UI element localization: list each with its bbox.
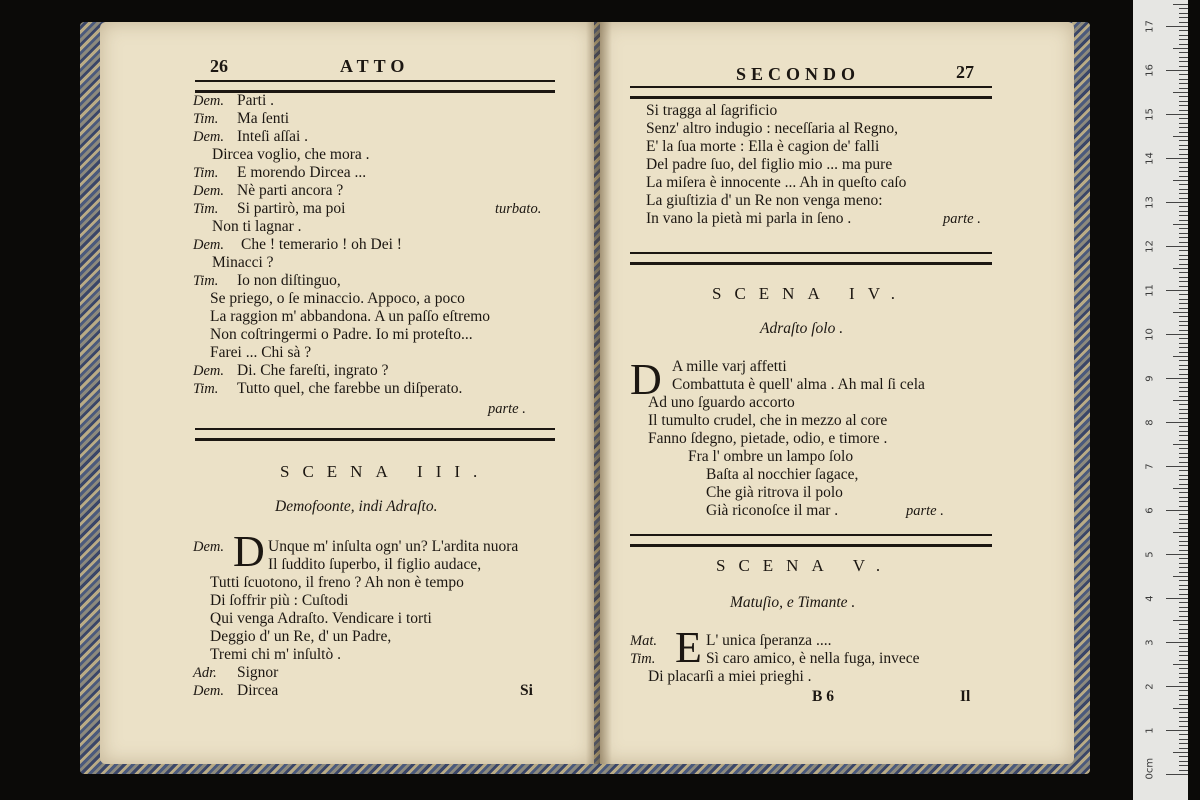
ruler-tick — [1179, 382, 1188, 383]
catchword: Si — [520, 682, 533, 699]
ruler-tick — [1179, 462, 1188, 463]
ruler-tick — [1179, 431, 1188, 432]
speaker: Adr. — [193, 665, 217, 681]
ruler-tick — [1179, 162, 1188, 163]
speaker: Dem. — [193, 183, 225, 199]
speaker: Tim. — [193, 111, 219, 127]
ruler-tick — [1179, 154, 1188, 155]
header-rule — [630, 86, 992, 99]
ruler-tick — [1179, 550, 1188, 551]
ruler-tick — [1179, 765, 1188, 766]
verse-line: Deggio d' un Re, d' un Padre, — [210, 628, 392, 645]
ruler-tick — [1179, 633, 1188, 634]
ruler-tick — [1179, 57, 1188, 58]
ruler-tick — [1179, 325, 1188, 326]
ruler-tick — [1179, 39, 1188, 40]
ruler-tick — [1179, 717, 1188, 718]
running-head: ATTO — [340, 56, 410, 76]
signature-mark: B 6 — [812, 688, 834, 705]
page-number: 27 — [956, 62, 974, 82]
ruler-label: 8 — [1144, 419, 1156, 426]
ruler-tick — [1179, 30, 1188, 31]
speaker: Tim. — [193, 381, 219, 397]
ruler-tick — [1179, 761, 1188, 762]
ruler-tick — [1179, 638, 1188, 639]
verse-line: Qui venga Adraſto. Vendicare i torti — [210, 610, 432, 627]
speaker: Dem. — [193, 363, 225, 379]
ruler-tick — [1166, 158, 1188, 159]
ruler-tick — [1179, 523, 1188, 524]
verse-line: Ma ſenti — [237, 110, 290, 127]
ruler-tick — [1179, 360, 1188, 361]
ruler-tick — [1166, 378, 1188, 379]
ruler-label: 5 — [1144, 551, 1156, 558]
speaker: Dem. — [193, 129, 225, 145]
ruler-tick — [1179, 726, 1188, 727]
ruler-label: 3 — [1144, 639, 1156, 646]
speaker: Dem. — [193, 93, 225, 109]
verse-line: Io non diſtinguo, — [237, 272, 341, 289]
ruler-tick — [1173, 224, 1188, 225]
verse-line: Che ! temerario ! oh Dei ! — [241, 236, 402, 253]
ruler-label: 17 — [1144, 20, 1156, 33]
left-page — [100, 22, 594, 764]
ruler-tick — [1179, 237, 1188, 238]
speaker: Tim. — [193, 201, 219, 217]
ruler-tick — [1179, 255, 1188, 256]
verse-line: Unque m' inſulta ogn' un? L'ardita nuora — [268, 538, 519, 555]
ruler-tick — [1179, 352, 1188, 353]
ruler-tick — [1173, 708, 1188, 709]
ruler-tick — [1179, 484, 1188, 485]
ruler-label: 9 — [1144, 375, 1156, 382]
ruler-tick — [1179, 506, 1188, 507]
ruler-tick — [1179, 607, 1188, 608]
ruler-label: 13 — [1144, 196, 1156, 209]
ruler-tick — [1179, 303, 1188, 304]
ruler-tick — [1179, 387, 1188, 388]
ruler-tick — [1173, 4, 1188, 5]
scene-persons: Demofoonte, indi Adraſto. — [275, 498, 438, 515]
ruler-tick — [1179, 479, 1188, 480]
ruler-tick — [1179, 96, 1188, 97]
ruler-tick — [1179, 110, 1188, 111]
ruler-label: 6 — [1144, 507, 1156, 514]
ruler-tick — [1179, 677, 1188, 678]
ruler-tick — [1179, 105, 1188, 106]
ruler-tick — [1179, 440, 1188, 441]
ruler-tick — [1179, 321, 1188, 322]
ruler-tick — [1173, 268, 1188, 269]
ruler-tick — [1173, 48, 1188, 49]
ruler-tick — [1173, 444, 1188, 445]
ruler-tick — [1166, 246, 1188, 247]
verse-line: Il tumulto crudel, che in mezzo al core — [648, 412, 888, 429]
ruler-tick — [1179, 365, 1188, 366]
ruler-tick — [1179, 704, 1188, 705]
ruler-tick — [1179, 629, 1188, 630]
ruler-label: 2 — [1144, 683, 1156, 690]
ruler-tick — [1166, 686, 1188, 687]
ruler-tick — [1179, 673, 1188, 674]
ruler-tick — [1179, 171, 1188, 172]
ruler-tick — [1179, 8, 1188, 9]
verse-line: La miſera è innocente ... Ah in queſto caſo — [646, 174, 907, 191]
ruler-tick — [1179, 22, 1188, 23]
verse-line: E' la ſua morte : Ella è cagion de' falli — [646, 138, 880, 155]
ruler-tick — [1179, 391, 1188, 392]
ruler-tick — [1179, 176, 1188, 177]
ruler-tick — [1179, 409, 1188, 410]
ruler-tick — [1179, 233, 1188, 234]
verse-line: La giuſtizia d' un Re non venga meno: — [646, 192, 883, 209]
ruler-tick — [1179, 756, 1188, 757]
ruler-tick — [1179, 541, 1188, 542]
ruler-tick — [1173, 664, 1188, 665]
ruler-tick — [1179, 690, 1188, 691]
ruler-tick — [1179, 52, 1188, 53]
ruler-tick — [1179, 545, 1188, 546]
scene-title: SCENA V. — [716, 556, 894, 575]
ruler-tick — [1166, 642, 1188, 643]
verse-line: Di ſoffrir più : Cuſtodi — [210, 592, 349, 609]
verse-line: Fra l' ombre un lampo ſolo — [688, 448, 854, 465]
ruler-tick — [1166, 510, 1188, 511]
verse-line: Parti . — [237, 92, 275, 109]
ruler-tick — [1179, 594, 1188, 595]
ruler-tick — [1179, 193, 1188, 194]
ruler-tick — [1179, 127, 1188, 128]
verse-line: Se priego, o ſe minaccio. Appoco, a poco — [210, 290, 465, 307]
ruler-tick — [1179, 558, 1188, 559]
ruler-tick — [1179, 734, 1188, 735]
ruler-tick — [1179, 294, 1188, 295]
verse-line: Signor — [237, 664, 279, 681]
ruler-tick — [1179, 277, 1188, 278]
ruler-tick — [1173, 576, 1188, 577]
section-rule — [630, 534, 992, 547]
ruler-tick — [1179, 286, 1188, 287]
ruler-tick — [1179, 624, 1188, 625]
verse-line: In vano la pietà mi parla in ſeno . — [646, 210, 852, 227]
ruler-tick — [1166, 466, 1188, 467]
ruler-tick — [1179, 497, 1188, 498]
ruler-tick — [1179, 13, 1188, 14]
ruler-tick — [1179, 272, 1188, 273]
verse-line: Già riconoſce il mar . — [706, 502, 839, 519]
ruler-tick — [1179, 198, 1188, 199]
ruler-tick — [1179, 211, 1188, 212]
verse-line: Farei ... Chi sà ? — [210, 344, 312, 361]
ruler-tick — [1179, 308, 1188, 309]
ruler-tick — [1179, 343, 1188, 344]
ruler-tick — [1166, 554, 1188, 555]
verse-line: Si tragga al ſagrificio — [646, 102, 778, 119]
verse-line: Non ti lagnar . — [212, 218, 302, 235]
ruler-tick — [1179, 563, 1188, 564]
ruler-tick — [1179, 264, 1188, 265]
verse-line: Che già ritrova il polo — [706, 484, 843, 501]
ruler-tick — [1179, 167, 1188, 168]
ruler-tick — [1173, 620, 1188, 621]
verse-line: E morendo Dircea ... — [237, 164, 367, 181]
ruler-tick — [1179, 453, 1188, 454]
verse-line: Sì caro amico, è nella fuga, invece — [706, 650, 920, 667]
ruler-tick — [1179, 404, 1188, 405]
ruler-tick — [1179, 435, 1188, 436]
ruler-tick — [1179, 299, 1188, 300]
verse-line: Combattuta è quell' alma . Ah mal ſi cela — [672, 376, 925, 393]
ruler-tick — [1179, 61, 1188, 62]
ruler-tick — [1179, 145, 1188, 146]
exit-direction: parte . — [906, 503, 944, 519]
verse-line: Tutto quel, che farebbe un diſperato. — [237, 380, 463, 397]
verse-line: Tremi chi m' inſultò . — [210, 646, 341, 663]
ruler-tick — [1179, 330, 1188, 331]
drop-cap: D — [233, 527, 265, 576]
ruler-tick — [1179, 132, 1188, 133]
ruler-tick — [1179, 470, 1188, 471]
ruler-tick — [1179, 646, 1188, 647]
verse-line: La raggion m' abbandona. A un paſſo eſtremo — [210, 308, 490, 325]
ruler-tick — [1166, 290, 1188, 291]
ruler-tick — [1179, 457, 1188, 458]
ruler-tick — [1179, 589, 1188, 590]
ruler-label: 12 — [1144, 240, 1156, 253]
ruler-tick — [1179, 492, 1188, 493]
ruler-tick — [1173, 532, 1188, 533]
ruler-label: 11 — [1144, 284, 1156, 297]
ruler-tick — [1179, 118, 1188, 119]
ruler-tick — [1179, 611, 1188, 612]
ruler-tick — [1179, 140, 1188, 141]
ruler-tick — [1179, 281, 1188, 282]
ruler-label: 10 — [1144, 328, 1156, 341]
ruler-tick — [1179, 101, 1188, 102]
ruler-tick — [1179, 228, 1188, 229]
verse-line: Tutti ſcuotono, il freno ? Ah non è tempo — [210, 574, 464, 591]
ruler-unit: 0cm — [1144, 757, 1156, 780]
ruler-tick — [1179, 668, 1188, 669]
ruler-tick — [1179, 44, 1188, 45]
speaker: Mat. — [630, 633, 657, 649]
ruler-tick — [1179, 501, 1188, 502]
ruler-tick — [1173, 136, 1188, 137]
ruler-tick — [1166, 774, 1188, 775]
ruler-tick — [1179, 651, 1188, 652]
verse-line: Inteſi aſſai . — [237, 128, 309, 145]
book-gutter — [586, 22, 612, 764]
verse-line: Baſta al nocchier ſagace, — [706, 466, 859, 483]
speaker: Dem. — [193, 237, 225, 253]
ruler-tick — [1179, 123, 1188, 124]
ruler-label: 4 — [1144, 595, 1156, 602]
ruler-tick — [1179, 514, 1188, 515]
ruler-tick — [1179, 602, 1188, 603]
ruler-tick — [1179, 74, 1188, 75]
catchword: Il — [960, 688, 971, 705]
ruler-tick — [1179, 88, 1188, 89]
ruler-tick — [1179, 189, 1188, 190]
ruler-tick — [1179, 528, 1188, 529]
ruler-tick — [1179, 585, 1188, 586]
verse-line: Fanno ſdegno, pietade, odio, e timore . — [648, 430, 888, 447]
scale-ruler — [1133, 0, 1188, 800]
ruler-tick — [1179, 215, 1188, 216]
ruler-label: 15 — [1144, 108, 1156, 121]
ruler-tick — [1179, 79, 1188, 80]
verse-line: Senz' altro indugio : neceſſaria al Regno, — [646, 120, 899, 137]
right-page — [600, 22, 1074, 764]
ruler-tick — [1179, 712, 1188, 713]
ruler-tick — [1179, 519, 1188, 520]
ruler-tick — [1179, 743, 1188, 744]
ruler-tick — [1166, 334, 1188, 335]
scene-persons: Adraſto ſolo . — [760, 320, 844, 337]
exit-direction: parte . — [488, 401, 526, 417]
ruler-tick — [1173, 400, 1188, 401]
ruler-tick — [1166, 202, 1188, 203]
ruler-tick — [1173, 488, 1188, 489]
ruler-tick — [1179, 616, 1188, 617]
exit-direction: parte . — [943, 211, 981, 227]
ruler-tick — [1179, 369, 1188, 370]
ruler-tick — [1179, 426, 1188, 427]
ruler-tick — [1179, 695, 1188, 696]
ruler-tick — [1179, 448, 1188, 449]
verse-line: L' unica ſperanza .... — [706, 632, 832, 649]
ruler-label: 1 — [1144, 727, 1156, 734]
ruler-tick — [1166, 70, 1188, 71]
verse-line: Il ſuddito ſuperbo, il figlio audace, — [268, 556, 482, 573]
ruler-tick — [1173, 356, 1188, 357]
verse-line: Di. Che fareſti, ingrato ? — [237, 362, 389, 379]
ruler-tick — [1173, 180, 1188, 181]
drop-cap: E — [675, 623, 702, 672]
ruler-tick — [1179, 413, 1188, 414]
verse-line: Dircea voglio, che mora . — [212, 146, 370, 163]
ruler-tick — [1179, 83, 1188, 84]
speaker: Tim. — [193, 165, 219, 181]
page-number: 26 — [210, 56, 228, 76]
ruler-tick — [1179, 338, 1188, 339]
ruler-tick — [1179, 374, 1188, 375]
running-head: SECONDO — [736, 64, 861, 84]
ruler-tick — [1179, 655, 1188, 656]
verse-line: Non coſtringermi o Padre. Io mi proteſto... — [210, 326, 473, 343]
ruler-label: 14 — [1144, 152, 1156, 165]
ruler-tick — [1179, 660, 1188, 661]
verse-line: Ad uno ſguardo accorto — [648, 394, 795, 411]
ruler-tick — [1179, 475, 1188, 476]
verse-line: Del padre ſuo, del figlio mio ... ma pure — [646, 156, 893, 173]
ruler-tick — [1179, 739, 1188, 740]
ruler-tick — [1173, 752, 1188, 753]
ruler-tick — [1179, 17, 1188, 18]
ruler-tick — [1179, 35, 1188, 36]
ruler-tick — [1179, 536, 1188, 537]
ruler-tick — [1179, 250, 1188, 251]
drop-cap: D — [630, 355, 662, 404]
ruler-tick — [1179, 149, 1188, 150]
stage-direction: turbato. — [495, 201, 542, 217]
speaker: Dem. — [193, 683, 225, 699]
ruler-tick — [1179, 259, 1188, 260]
verse-line: Nè parti ancora ? — [237, 182, 344, 199]
ruler-tick — [1179, 567, 1188, 568]
ruler-tick — [1179, 580, 1188, 581]
scene-title: SCENA IV. — [712, 284, 909, 303]
ruler-tick — [1166, 730, 1188, 731]
ruler-tick — [1179, 220, 1188, 221]
ruler-tick — [1179, 699, 1188, 700]
ruler-tick — [1179, 66, 1188, 67]
section-rule — [630, 252, 992, 265]
ruler-tick — [1166, 422, 1188, 423]
ruler-tick — [1166, 26, 1188, 27]
ruler-tick — [1179, 572, 1188, 573]
ruler-tick — [1166, 114, 1188, 115]
verse-line: Si partirò, ma poi — [237, 200, 346, 217]
ruler-tick — [1173, 92, 1188, 93]
ruler-tick — [1179, 770, 1188, 771]
section-rule — [195, 428, 555, 441]
ruler-tick — [1179, 721, 1188, 722]
ruler-tick — [1179, 396, 1188, 397]
speaker: Dem. — [193, 539, 225, 555]
ruler-tick — [1179, 682, 1188, 683]
scene-persons: Matuſio, e Timante . — [730, 594, 856, 611]
ruler-tick — [1179, 242, 1188, 243]
verse-line: A mille varj affetti — [672, 358, 787, 375]
verse-line: Di placarſi a miei prieghi . — [648, 668, 812, 685]
verse-line: Dircea — [237, 682, 279, 699]
ruler-label: 7 — [1144, 463, 1156, 470]
ruler-tick — [1179, 418, 1188, 419]
speaker: Tim. — [193, 273, 219, 289]
speaker: Tim. — [630, 651, 656, 667]
verse-line: Minacci ? — [212, 254, 274, 271]
ruler-tick — [1166, 598, 1188, 599]
ruler-tick — [1179, 206, 1188, 207]
ruler-label: 16 — [1144, 64, 1156, 77]
ruler-tick — [1179, 316, 1188, 317]
ruler-tick — [1179, 748, 1188, 749]
ruler-tick — [1173, 312, 1188, 313]
ruler-tick — [1179, 184, 1188, 185]
scene-title: SCENA III. — [280, 462, 491, 481]
ruler-tick — [1179, 347, 1188, 348]
